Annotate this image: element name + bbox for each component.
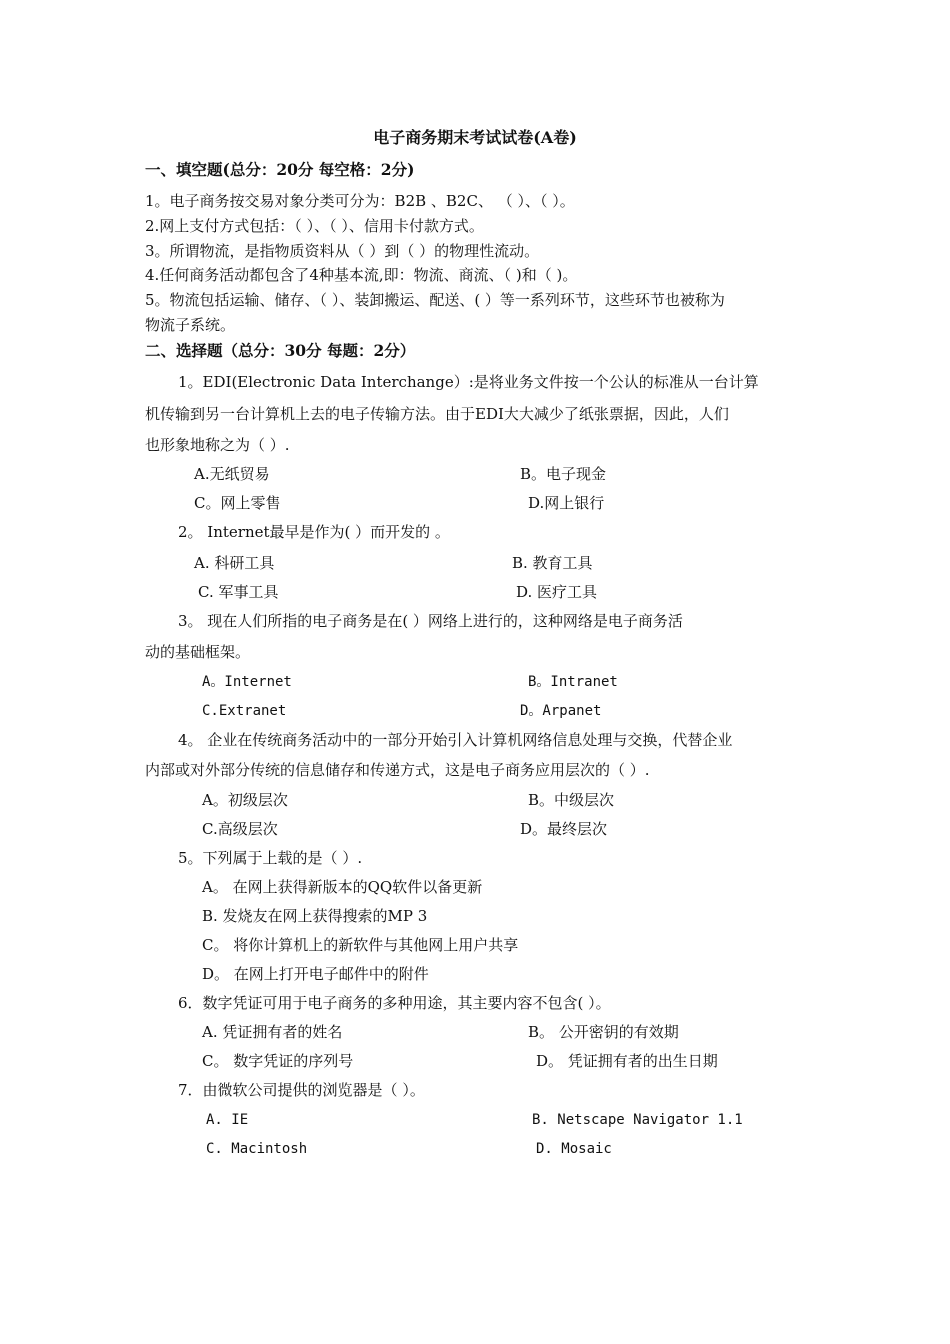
choice-question-4-line2: 内部或对外部分传统的信息储存和传递方式，这是电子商务应用层次的（ ）. <box>145 761 650 779</box>
choice-question-7-line1: 7．由微软公司提供的浏览器是（ ）。 <box>178 1081 425 1099</box>
fill-question-3: 3。所谓物流，是指物质资料从（ ）到（ ）的物理性流动。 <box>145 242 540 260</box>
fill-question-5-line1: 5。物流包括运输、储存、（ ）、装卸搬运、配送、( ）等一系列环节，这些环节也被称为 <box>145 291 725 309</box>
choice-question-1-option-c: C。网上零售 <box>194 494 281 512</box>
choice-question-3-line1: 3。 现在人们所指的电子商务是在( ）网络上进行的，这种网络是电子商务活 <box>178 612 683 630</box>
choice-question-2-line1: 2。 Internet最早是作为( ）而开发的 。 <box>178 523 450 541</box>
fill-question-1: 1。电子商务按交易对象分类可分为：B2B 、B2C、 （ ）、（ ）。 <box>145 192 575 210</box>
choice-question-1-line2: 机传输到另一台计算机上去的电子传输方法。由于EDI大大减少了纸张票据，因此，人们 <box>145 405 729 423</box>
choice-question-4-option-d: D。最终层次 <box>520 820 608 838</box>
fill-question-2: 2.网上支付方式包括：（ ）、（ ）、信用卡付款方式。 <box>145 217 484 235</box>
choice-question-4-option-c: C.高级层次 <box>202 820 278 838</box>
choice-question-6-option-a: A. 凭证拥有者的姓名 <box>202 1023 343 1041</box>
choice-question-1-option-d: D.网上银行 <box>528 494 605 512</box>
choice-question-7-option-b: B. Netscape Navigator 1.1 <box>532 1112 743 1128</box>
choice-question-1-option-a: A.无纸贸易 <box>194 465 270 483</box>
exam-title: 电子商务期末考试试卷(A卷) <box>373 128 577 147</box>
choice-question-6-option-b: B。 公开密钥的有效期 <box>528 1023 679 1041</box>
choice-question-7-option-c: C. Macintosh <box>206 1141 308 1157</box>
choice-question-5-option-d: D。 在网上打开电子邮件中的附件 <box>202 965 429 983</box>
choice-question-3-option-c: C.Extranet <box>202 703 287 719</box>
choice-question-3-option-b: B。Intranet <box>528 674 618 690</box>
section2-heading: 二、选择题（总分：30分 每题：2分） <box>145 341 416 360</box>
choice-question-5-option-b: B. 发烧友在网上获得搜索的MP 3 <box>202 907 428 925</box>
fill-question-4: 4.任何商务活动都包含了4种基本流,即：物流、商流、（ )和（ )。 <box>145 266 578 284</box>
choice-question-2-option-a: A. 科研工具 <box>194 554 275 572</box>
fill-question-5-line2: 物流子系统。 <box>145 316 236 334</box>
choice-question-6-line1: 6．数字凭证可用于电子商务的多种用途，其主要内容不包含( ）。 <box>178 994 611 1012</box>
choice-question-3-option-a: A。Internet <box>202 674 292 690</box>
choice-question-4-option-b: B。中级层次 <box>528 791 615 809</box>
choice-question-4-line1: 4。 企业在传统商务活动中的一部分开始引入计算机网络信息处理与交换，代替企业 <box>178 731 733 749</box>
choice-question-5-option-c: C。 将你计算机上的新软件与其他网上用户共享 <box>202 936 519 954</box>
choice-question-2-option-b: B. 教育工具 <box>512 554 593 572</box>
choice-question-1-line3: 也形象地称之为（ ）. <box>145 436 290 454</box>
choice-question-4-option-a: A。初级层次 <box>202 791 288 809</box>
choice-question-7-option-a: A. IE <box>206 1112 249 1128</box>
choice-question-1-line1: 1。EDI(Electronic Data Interchange）:是将业务文件按一个公认的标准从一台计算 <box>178 373 759 391</box>
choice-question-7-option-d: D. Mosaic <box>536 1141 612 1157</box>
choice-question-2-option-c: C. 军事工具 <box>198 583 279 601</box>
section1-heading: 一、填空题(总分：20分 每空格：2分) <box>145 160 415 179</box>
choice-question-1-option-b: B。电子现金 <box>520 465 607 483</box>
choice-question-3-line2: 动的基础框架。 <box>145 643 251 661</box>
choice-question-2-option-d: D. 医疗工具 <box>516 583 598 601</box>
choice-question-6-option-c: C。 数字凭证的序列号 <box>202 1052 354 1070</box>
choice-question-5-line1: 5。下列属于上载的是（ ）. <box>178 849 363 867</box>
choice-question-3-option-d: D。Arpanet <box>520 703 602 719</box>
choice-question-6-option-d: D。 凭证拥有者的出生日期 <box>536 1052 718 1070</box>
choice-question-5-option-a: A。 在网上获得新版本的QQ软件以备更新 <box>202 878 483 896</box>
